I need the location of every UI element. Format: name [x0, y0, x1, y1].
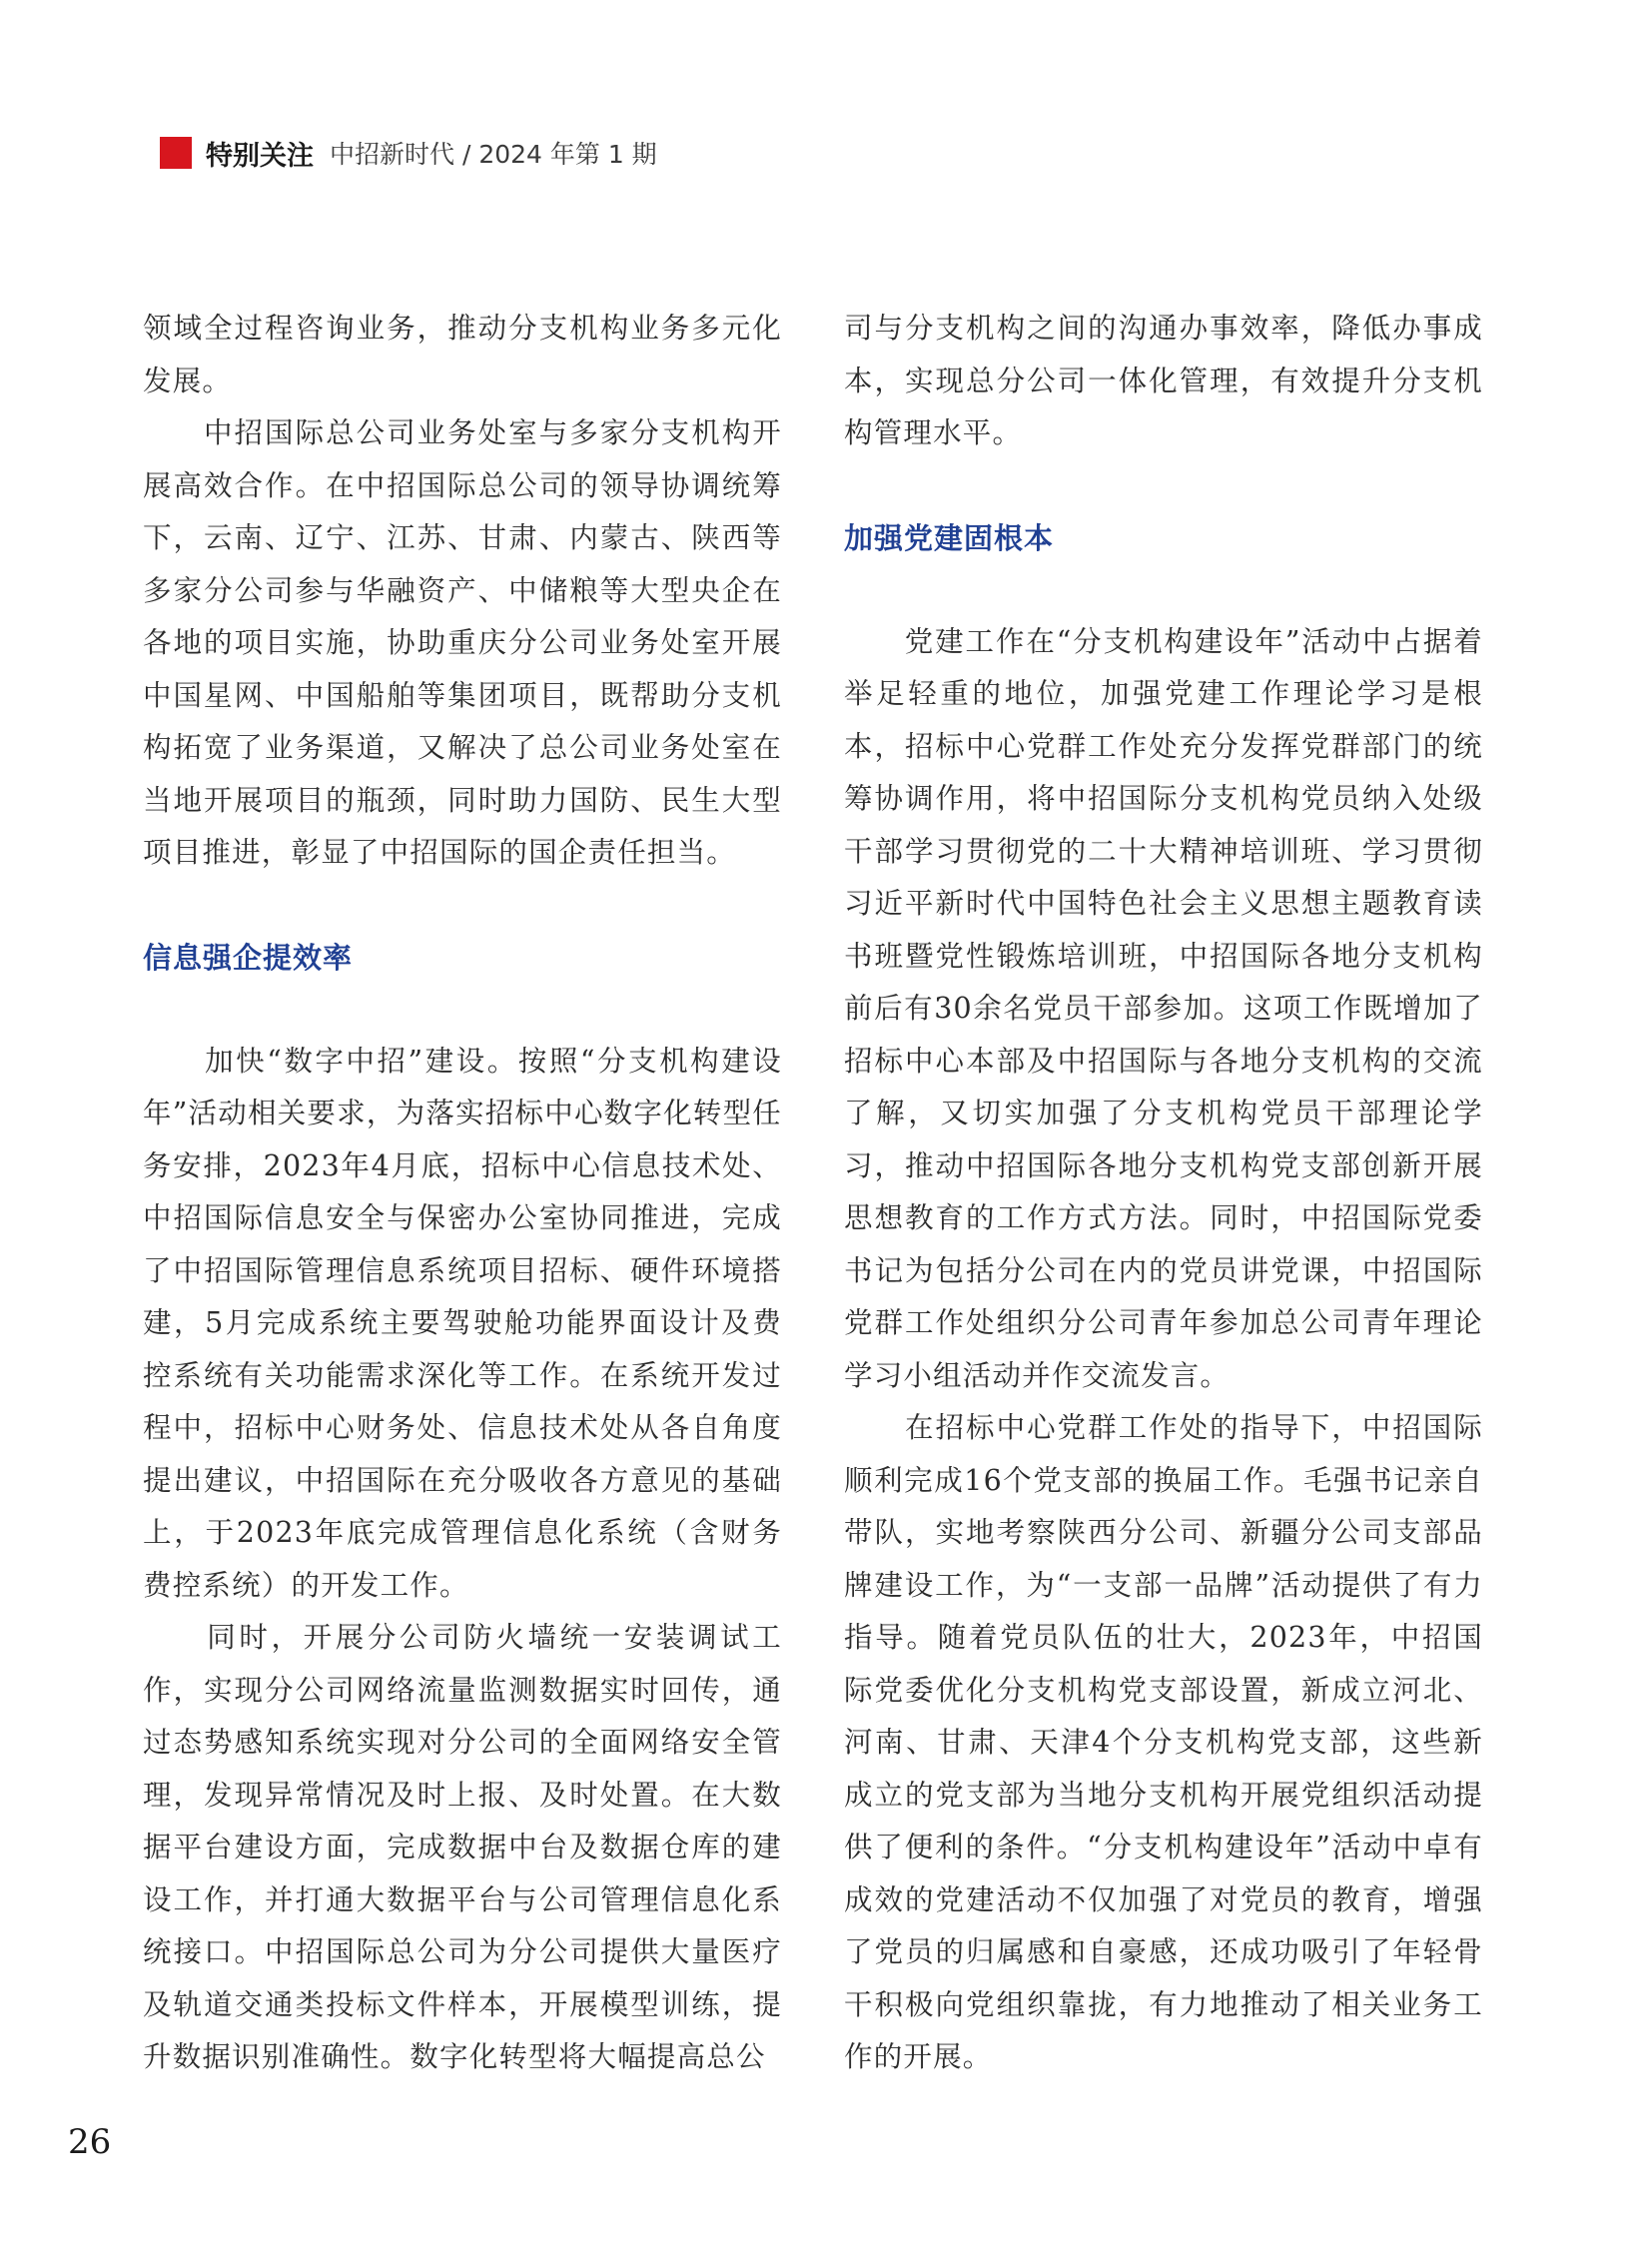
section-marker-square [160, 137, 192, 169]
section-heading: 信息强企提效率 [143, 940, 354, 975]
magazine-issue-info: 中招新时代 / 2024 年第 1 期 [330, 140, 657, 169]
paragraph: 司与分支机构之间的沟通办事效率，降低办事成本，实现总分公司一体化管理，有效提升分支机构管理水平。 [844, 312, 1483, 449]
paragraph: 党建工作在“分支机构建设年”活动中占据着举足轻重的地位，加强党建工作理论学习是根本，招标中心党群工作处充分发挥党群部门的统筹协调作用，将中招国际分支机构党员纳入处级干部学习贯彻党的二十大精神培训班、学习贯彻习近平新时代中国特色社会主义思想主题教育读书班暨党性锻炼培训班，中招国际各地分支机构前后有30余名党员干部参加。这项工作既增加了招标中心本部及中招国际与各地分支机构的交流了解，又切实加强了分支机构党员干部理论学习，推动中招国际各地分支机构党支部创新开展思想教育的工作方式方法。同时，中招国际党委书记为包括分公司在内的党员讲党课，中招国际党群工作处组织分公司青年参加总公司青年理论学习小组活动并作交流发言。 [844, 624, 1483, 1392]
paragraph: 加快“数字中招”建设。按照“分支机构建设年”活动相关要求，为落实招标中心数字化转型任务安排，2023年4月底，招标中心信息技术处、中招国际信息安全与保密办公室协同推进，完成了中招国际管理信息系统项目招标、硬件环境搭建，5月完成系统主要驾驶舱功能界面设计及费控系统有关功能需求深化等工作。在系统开发过程中，招标中心财务处、信息技术处从各自角度提出建议，中招国际在充分吸收各方意见的基础上，于2023年底完成管理信息化系统（含财务费控系统）的开发工作。 [143, 1044, 782, 1602]
section-label: 特别关注 [206, 140, 314, 172]
paragraph: 中招国际总公司业务处室与多家分支机构开展高效合作。在中招国际总公司的领导协调统筹下，云南、辽宁、江苏、甘肃、内蒙古、陕西等多家分公司参与华融资产、中储粮等大型央企在各地的项目实施，协助重庆分公司业务处室开展中国星网、中国船舶等集团项目，既帮助分支机构拓宽了业务渠道，又解决了总公司业务处室在当地开展项目的瓶颈，同时助力国防、民生大型项目推进，彰显了中招国际的国企责任担当。 [143, 416, 782, 869]
page-number: 26 [68, 2122, 112, 2162]
section-heading: 加强党建固根本 [844, 520, 1055, 555]
right-column [844, 303, 1483, 2084]
paragraph: 同时，开展分公司防火墙统一安装调试工作，实现分公司网络流量监测数据实时回传，通过态势感知系统实现对分公司的全面网络安全管理，发现异常情况及时上报、及时处置。在大数据平台建设方面，完成数据中台及数据仓库的建设工作，并打通大数据平台与公司管理信息化系统接口。中招国际总公司为分公司提供大量医疗及轨道交通类投标文件样本，开展模型训练，提升数据识别准确性。数字化转型将大幅提高总公 [143, 1621, 782, 2073]
paragraph: 在招标中心党群工作处的指导下，中招国际顺利完成16个党支部的换届工作。毛强书记亲自带队，实地考察陕西分公司、新疆分公司支部品牌建设工作，为“一支部一品牌”活动提供了有力指导。随着党员队伍的壮大，2023年，中招国际党委优化分支机构党支部设置，新成立河北、河南、甘肃、天津4个分支机构党支部，这些新成立的党支部为当地分支机构开展党组织活动提供了便利的条件。“分支机构建设年”活动中卓有成效的党建活动不仅加强了对党员的教育，增强了党员的归属感和自豪感，还成功吸引了年轻骨干积极向党组织靠拢，有力地推动了相关业务工作的开展。 [844, 1411, 1483, 2073]
left-column [143, 303, 782, 2084]
paragraph: 领域全过程咨询业务，推动分支机构业务多元化发展。 [143, 312, 782, 397]
page-header [160, 135, 657, 171]
